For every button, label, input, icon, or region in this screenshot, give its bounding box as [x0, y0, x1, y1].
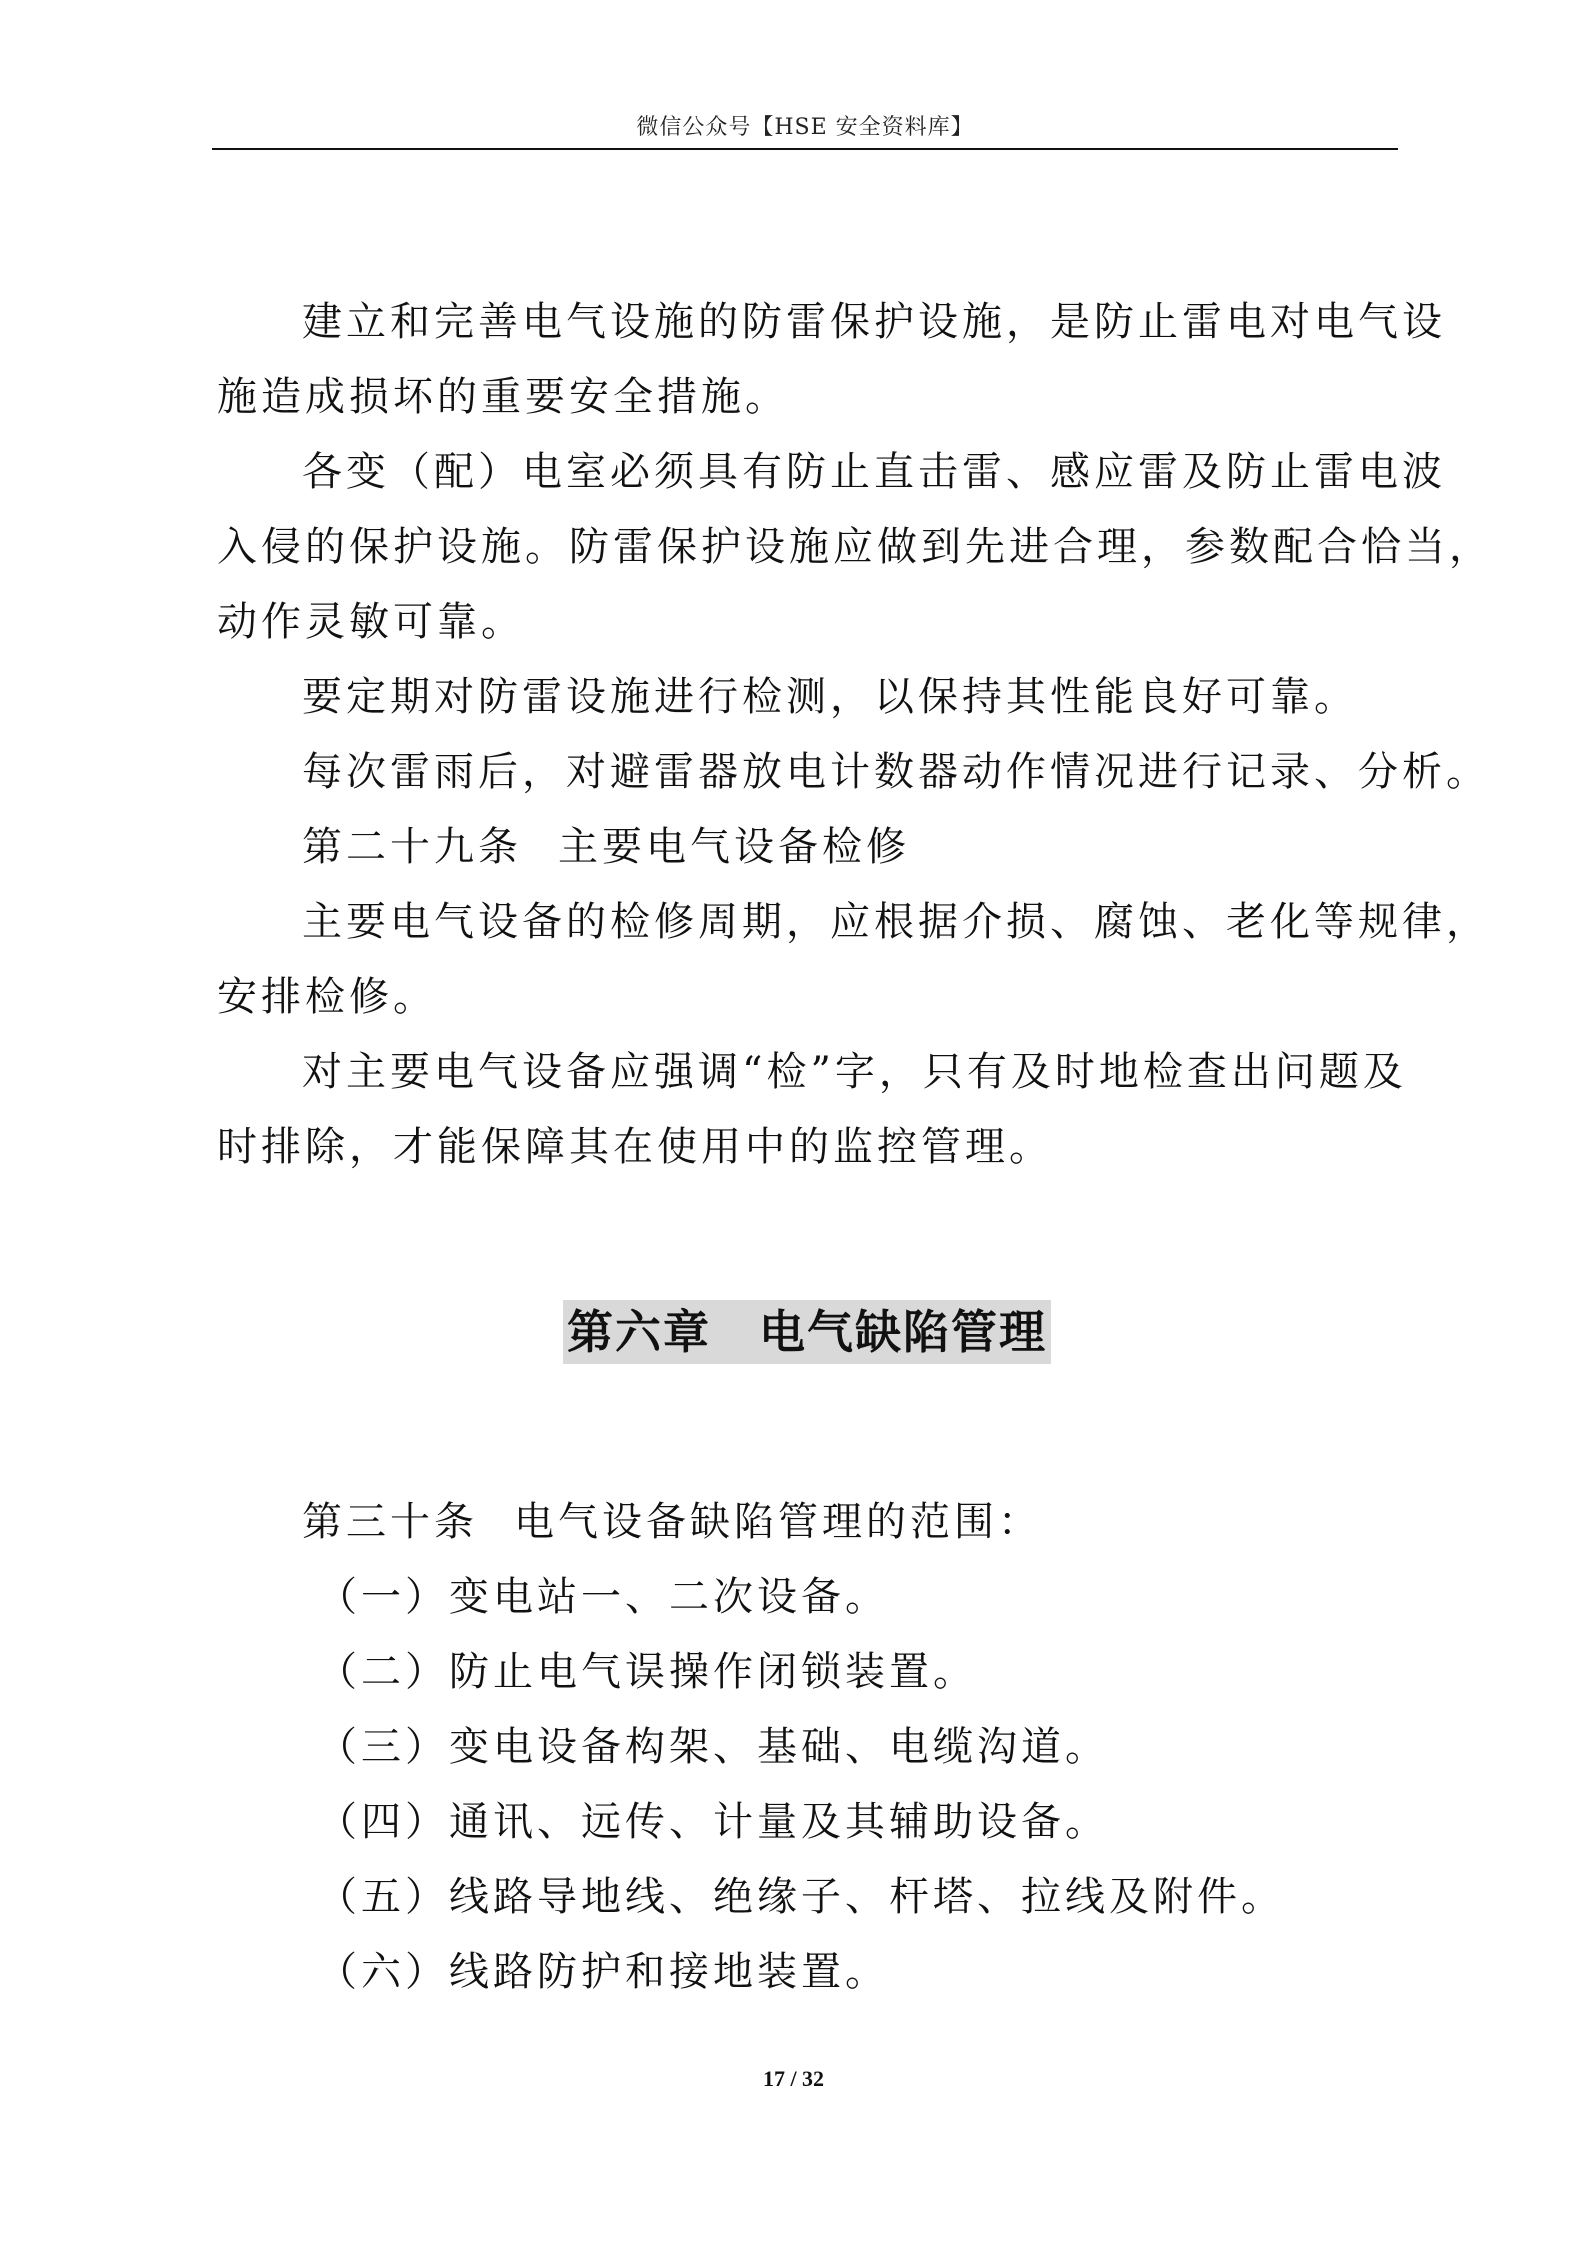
article-title: 电气设备缺陷管理的范围：	[514, 1499, 1042, 1545]
page-header: 微信公众号【HSE 安全资料库】	[636, 115, 974, 140]
paragraph-line: 每次雷雨后，对避雷器放电计数器动作情况进行记录、分析。	[302, 749, 1490, 795]
article-title: 主要电气设备检修	[558, 824, 910, 870]
paragraph-line: 入侵的保护设施。防雷保护设施应做到先进合理，参数配合恰当，	[217, 524, 1493, 570]
chapter-heading	[217, 1300, 1397, 1375]
article-number: 第三十条	[302, 1499, 478, 1545]
paragraph-line: 施造成损坏的重要安全措施。	[217, 374, 789, 420]
paragraph-line: 要定期对防雷设施进行检测，以保持其性能良好可靠。	[302, 674, 1358, 720]
paragraph-line: 安排检修。	[217, 974, 437, 1020]
list-item: （二）防止电气误操作闭锁装置。	[317, 1649, 977, 1695]
paragraph-line: 时排除，才能保障其在使用中的监控管理。	[217, 1124, 1053, 1170]
article-number: 第二十九条	[302, 824, 522, 870]
page-number: 17 / 32	[762, 2066, 825, 2091]
document-body	[217, 285, 1493, 2010]
paragraph-line: 主要电气设备的检修周期，应根据介损、腐蚀、老化等规律，	[302, 899, 1490, 945]
list-item: （四）通讯、远传、计量及其辅助设备。	[317, 1799, 1109, 1845]
paragraph-line: 各变（配）电室必须具有防止直击雷、感应雷及防止雷电波	[302, 449, 1446, 495]
list-item: （五）线路导地线、绝缘子、杆塔、拉线及附件。	[317, 1874, 1285, 1920]
paragraph-line: 对主要电气设备应强调“检”字，只有及时地检查出问题及	[302, 1049, 1407, 1095]
header-rule	[212, 148, 1398, 150]
spacer	[217, 1185, 1397, 1300]
paragraph-line: 建立和完善电气设施的防雷保护设施，是防止雷电对电气设	[302, 299, 1446, 345]
list-item: （六）线路防护和接地装置。	[317, 1949, 889, 1995]
list-item: （三）变电设备构架、基础、电缆沟道。	[317, 1724, 1109, 1770]
article-heading-29	[217, 810, 1397, 885]
chapter-title: 第六章 电气缺陷管理	[563, 1300, 1051, 1364]
paragraph-line: 动作灵敏可靠。	[217, 599, 525, 645]
article-heading-30	[217, 1485, 1397, 1560]
list-item: （一）变电站一、二次设备。	[317, 1574, 889, 1620]
spacer	[217, 1375, 1397, 1485]
